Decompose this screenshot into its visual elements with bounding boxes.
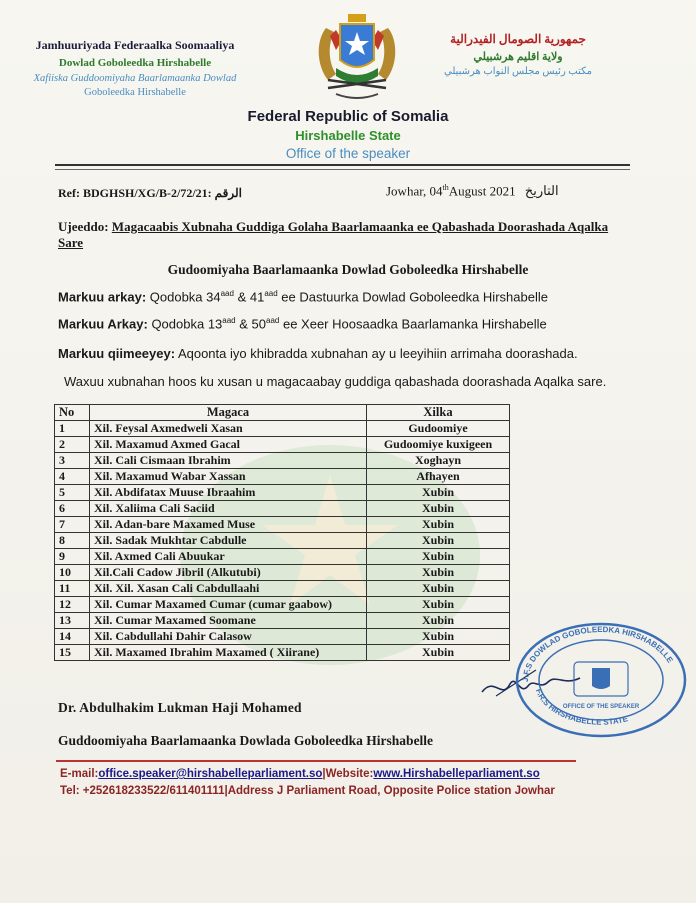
date-sup: th <box>442 183 449 192</box>
member-name: Xil. Cali Cismaan Ibrahim <box>90 453 367 469</box>
member-role: Xubin <box>367 613 510 629</box>
stamp-band-text: OFFICE OF THE SPEAKER <box>562 704 640 710</box>
footer-contact-line <box>60 768 540 780</box>
table-row <box>55 613 510 629</box>
member-name: Xil. Abdifatax Muuse Ibraahim <box>90 485 367 501</box>
p3-label: Markuu qiimeeyey: <box>58 346 176 361</box>
stamp-outer-text: J.F.S DOWLAD GOBOLEEDKA HIRSHABELLE <box>520 624 675 683</box>
member-role: Xoghayn <box>367 453 510 469</box>
official-stamp <box>512 620 690 738</box>
p2-part-b: & 50 <box>235 316 266 332</box>
header-left-line1: Jamhuuriyada Federaalka Soomaaliya <box>35 38 235 52</box>
header-left-block <box>20 38 250 98</box>
header-right-block <box>438 32 598 77</box>
table-row <box>55 485 510 501</box>
letter-date <box>386 183 559 199</box>
letterhead-title <box>200 108 496 161</box>
member-role: Xubin <box>367 549 510 565</box>
p1-sup1: aad <box>220 289 234 298</box>
table-row <box>55 581 510 597</box>
date-prefix: Jowhar, 04 <box>386 183 443 199</box>
table-row <box>55 469 510 485</box>
title-federal-republic: Federal Republic of Somalia <box>247 108 449 125</box>
member-role: Gudoomiye kuxigeen <box>367 437 510 453</box>
members-table <box>54 404 510 661</box>
header-left-line2: Dowlad Goboleedka Hirshabelle <box>58 57 212 69</box>
date-suffix: August 2021 <box>448 183 516 199</box>
paragraph-assessment <box>58 346 578 361</box>
member-name: Xil. Sadak Mukhtar Cabdulle <box>90 533 367 549</box>
row-number: 4 <box>55 469 90 485</box>
row-number: 7 <box>55 517 90 533</box>
p3-text: Aqoonta iyo khibradda xubnahan ay u leeyihiin arrimaha doorashada. <box>175 346 578 361</box>
table-row <box>55 453 510 469</box>
header-left-line3: Xafiiska Guddoomiyaha Baarlamaanka Dowlad <box>33 73 237 84</box>
table-row <box>55 437 510 453</box>
member-name: Xil. Cabdullahi Dahir Calasow <box>90 629 367 645</box>
footer-email-link[interactable]: office.speaker@hirshabelleparliament.so <box>98 768 323 780</box>
table-row <box>55 501 510 517</box>
body-heading: Gudoomiyaha Baarlamaanka Dowlad Goboleedka Hirshabelle <box>167 262 529 277</box>
p2-part-c: ee Xeer Hoosaadka Baarlamanka Hirshabelle <box>279 316 547 332</box>
row-number: 10 <box>55 565 90 581</box>
member-role: Xubin <box>367 501 510 517</box>
table-row <box>55 533 510 549</box>
member-name: Xil. Feysal Axmedweli Xasan <box>90 421 367 437</box>
col-header-magaca: Magaca <box>90 405 367 421</box>
header-right-line3: مكتب رئيس مجلس النواب هرشبيلي <box>443 66 593 77</box>
header-divider-bottom <box>55 169 630 170</box>
member-name: Xil. Adan-bare Maxamed Muse <box>90 517 367 533</box>
somalia-coat-of-arms-icon <box>306 10 408 106</box>
row-number: 11 <box>55 581 90 597</box>
member-name: Xil. Axmed Cali Abuukar <box>90 549 367 565</box>
member-name: Xil. Maxamud Wabar Xassan <box>90 469 367 485</box>
table-row <box>55 549 510 565</box>
p1-part-b: & 41 <box>233 289 265 305</box>
member-role: Xubin <box>367 565 510 581</box>
member-role: Xubin <box>367 597 510 613</box>
row-number: 1 <box>55 421 90 437</box>
table-header-row <box>55 405 510 421</box>
table-row <box>55 517 510 533</box>
p2-label: Markuu Arkay: <box>58 316 148 332</box>
reference-number: Ref: BDGHSH/XG/B-2/72/21: الرقم <box>58 186 243 200</box>
row-number: 14 <box>55 629 90 645</box>
row-number: 15 <box>55 645 90 661</box>
member-role: Xubin <box>367 581 510 597</box>
member-role: Xubin <box>367 645 510 661</box>
table-row <box>55 565 510 581</box>
member-name: Xil. Cumar Maxamed Cumar (cumar gaabow) <box>90 597 367 613</box>
member-role: Afhayen <box>367 469 510 485</box>
member-role: Xubin <box>367 485 510 501</box>
row-number: 5 <box>55 485 90 501</box>
member-name: Xil.Cali Cadow Jibril (Alkutubi) <box>90 565 367 581</box>
stamp-bottom-text: F.R.S HIRSHABELLE STATE <box>534 687 629 727</box>
row-number: 13 <box>55 613 90 629</box>
member-role: Xubin <box>367 629 510 645</box>
member-name: Xil. Xaliima Cali Saciid <box>90 501 367 517</box>
subject-label: Ujeeddo: <box>58 219 109 234</box>
p1-part-a: Qodobka 34 <box>146 289 221 305</box>
p2-part-a: Qodobka 13 <box>147 316 223 332</box>
member-role: Gudoomiye <box>367 421 510 437</box>
table-row <box>55 645 510 661</box>
p1-label: Markuu arkay: <box>58 289 147 305</box>
footer-divider <box>56 760 576 762</box>
header-right-line2: ولاية اقليم هرشبيلي <box>473 51 563 63</box>
members-table-body <box>55 421 510 661</box>
member-name: Xil. Maxamed Ibrahim Maxamed ( Xiirane) <box>90 645 367 661</box>
p1-part-c: ee Dastuurka Dowlad Goboleedka Hirshabelle <box>277 289 548 305</box>
footer-address-line: Tel: +252618233522/611401111|Address J Parliament Road, Opposite Police station Jowhar <box>60 785 555 797</box>
member-name: Xil. Maxamud Axmed Gacal <box>90 437 367 453</box>
member-role: Xubin <box>367 533 510 549</box>
title-office: Office of the speaker <box>285 146 411 161</box>
signatory-name: Dr. Abdulhakim Lukman Haji Mohamed <box>58 700 302 715</box>
table-row <box>55 597 510 613</box>
row-number: 8 <box>55 533 90 549</box>
p2-sup1: aad <box>222 316 236 325</box>
subject-text: Magacaabis Xubnaha Guddiga Golaha Baarlamaanka ee Qabashada Doorashada Aqalka Sare <box>58 219 609 250</box>
header-right-line1: جمهورية الصومال الفيدرالية <box>450 32 586 46</box>
member-role: Xubin <box>367 517 510 533</box>
p2-sup2: aad <box>266 316 280 325</box>
table-row <box>55 629 510 645</box>
member-name: Xil. Xil. Xasan Cali Cabdullaahi <box>90 581 367 597</box>
title-state: Hirshabelle State <box>295 128 401 143</box>
row-number: 2 <box>55 437 90 453</box>
signatory-title: Guddoomiyaha Baarlamaanka Dowlada Goboleedka Hirshabelle <box>58 733 434 748</box>
paragraph-appointment: Waxuu xubnahan hoos ku xusan u magacaabay guddiga qabashada doorashada Aqalka sare. <box>64 374 607 389</box>
col-header-no: No <box>55 405 90 421</box>
row-number: 12 <box>55 597 90 613</box>
footer-website-label: |Website: <box>322 768 374 780</box>
paragraph-rules <box>58 316 547 331</box>
member-name: Xil. Cumar Maxamed Soomane <box>90 613 367 629</box>
subject-line <box>58 219 618 251</box>
col-header-xilka: Xilka <box>367 405 510 421</box>
header-divider-top <box>55 164 630 166</box>
footer-website-link[interactable]: www.Hirshabelleparliament.so <box>373 768 540 780</box>
p1-sup2: aad <box>264 289 278 298</box>
paragraph-constitution <box>58 289 548 304</box>
row-number: 3 <box>55 453 90 469</box>
row-number: 6 <box>55 501 90 517</box>
date-arabic: التاريخ <box>524 183 559 199</box>
header-left-line4: Goboleedka Hirshabelle <box>84 87 186 98</box>
table-row <box>55 421 510 437</box>
footer-email-label: E-mail: <box>60 768 99 780</box>
row-number: 9 <box>55 549 90 565</box>
